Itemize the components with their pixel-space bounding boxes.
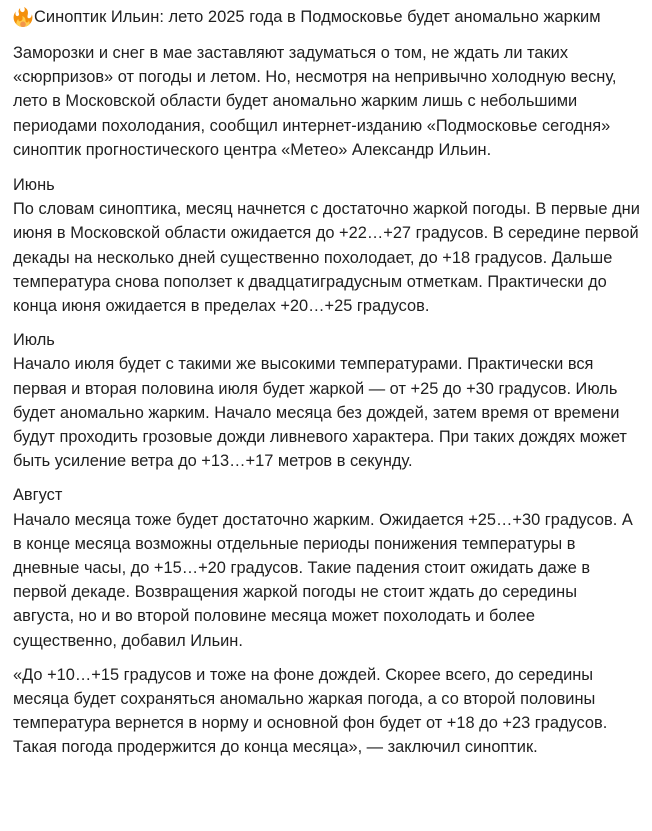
section-text: Начало месяца тоже будет достаточно жарким. Ожидается +25…+30 градусов. А в конце месяца возможны отдельные периоды понижения температуры в дневные часы, до +15…+20 градусов. Такие падения стоит ожидать даже в первой декаде. Возвращения жаркой погоды не стоит ждать до середины августа, но и во второй половине месяца может похолодать и более существенно, добавил Ильин. — [13, 510, 633, 650]
post-title-row — [13, 5, 642, 29]
section-heading: Июнь — [13, 176, 55, 195]
intro-paragraph: Заморозки и снег в мае заставляют задуматься о том, не ждать ли таких «сюрпризов» от погоды и летом. Но, несмотря на непривычно холодную весну, лето в Московской области будет аномально жарким лишь с небольшими периодами похолодания, сообщил интернет-изданию «Подмосковье сегодня» синоптик прогностического центра «Метео» Александр Ильин. — [13, 44, 617, 159]
section-august — [13, 483, 642, 652]
section-june — [13, 173, 642, 318]
section-heading: Июль — [13, 331, 55, 350]
section-july — [13, 328, 642, 473]
section-text: Начало июля будет с такими же высокими температурами. Практически вся первая и вторая половина июля будет жаркой — от +25 до +30 градусов. Июль будет аномально жарким. Начало месяца без дождей, затем время от времени будут проходить грозовые дожди ливневого характера. При таких дождях может быть усиление ветра до +13…+17 метров в секунду. — [13, 355, 627, 471]
section-heading: Август — [13, 486, 63, 505]
fire-icon — [13, 7, 33, 27]
closing-quote-paragraph: «До +10…+15 градусов и тоже на фоне дождей. Скорее всего, до середины месяца будет сохраняться аномально жаркая погода, а со второй половины температура вернется в норму и основной фон будет от +18 до +23 градусов. Такая погода продержится до конца месяца», — заключил синоптик. — [13, 665, 608, 757]
section-text: По словам синоптика, месяц начнется с достаточно жаркой погоды. В первые дни июня в Московской области ожидается до +22…+27 градусов. В середине первой декады на несколько дней существенно похолодает, до +18 градусов. Дальше температура снова поползет к двадцатиградусным отметкам. Практически до конца июня ожидается в пределах +20…+25 градусов. — [13, 200, 640, 316]
post-title: Синоптик Ильин: лето 2025 года в Подмосковье будет аномально жарким — [34, 8, 601, 26]
